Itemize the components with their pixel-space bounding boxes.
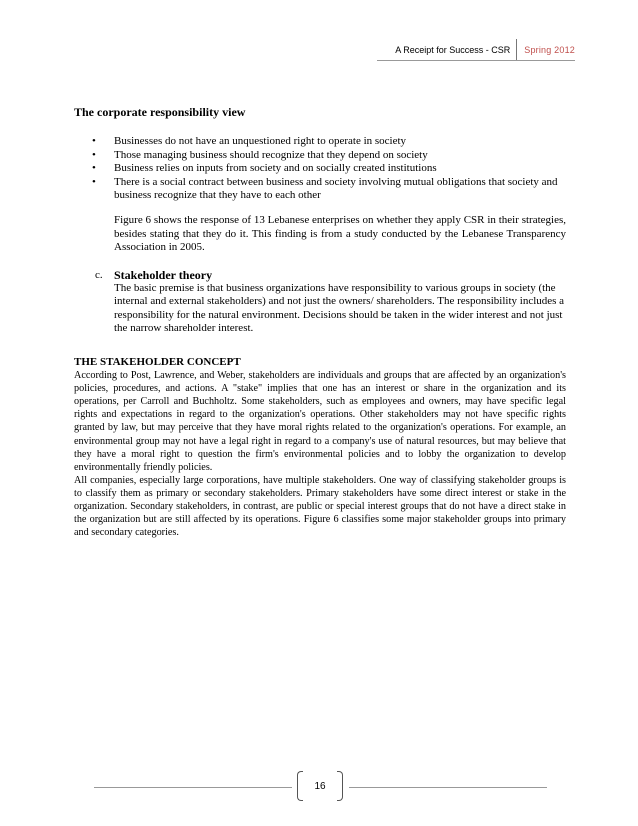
right-bracket-icon xyxy=(337,771,343,801)
list-marker: c. xyxy=(95,268,103,281)
left-bracket-icon xyxy=(297,771,303,801)
footer-rule-left xyxy=(94,787,292,788)
section-heading: The corporate responsibility view xyxy=(74,105,246,119)
concept-title: THE STAKEHOLDER CONCEPT xyxy=(74,355,241,368)
page-content xyxy=(74,106,566,539)
list-item: • Businesses do not have an unquestioned right to operate in society xyxy=(92,135,407,148)
concept-paragraph-1: According to Post, Lawrence, and Weber, stakeholders are individuals and groups that are affected by an organization's policies, procedures, and actions. A "stake" implies that one has an interest or share in the organization and its operations, per Carroll and Buchholtz. Some stakeholders, such as employees and owners, may have specific legal rights and expectations in regard to the organization's operations. Other stakeholders may not have specific rights granted by law, but may perceive that they have moral rights related to the organization's operations. For example, an environmental group may not have a legal right in regard to a company's use of natural resources, but may believe that they have a moral right to question the firm's environmental policies and to lobby the organization to develop environmentally friendly policies. xyxy=(74,370,566,473)
header-rule xyxy=(377,60,575,61)
bullet-icon: • xyxy=(92,162,96,175)
concept-body xyxy=(74,369,566,539)
header-season: Spring 2012 xyxy=(524,45,575,55)
stakeholder-theory-body: The basic premise is that business organizations have responsibility to various groups in society (the internal and external stakeholders) and not just the owners/ shareholders. The responsibility includes a responsibility for the natural environment. Decisions should be taken in the wider interest and not just the narrow shareholder interest. xyxy=(114,282,565,335)
stakeholder-theory-title: Stakeholder theory xyxy=(114,267,213,282)
list-item: • Those managing business should recognize that they depend on society xyxy=(92,148,428,161)
bullet-icon: • xyxy=(92,135,96,148)
concept-paragraph-2: All companies, especially large corporations, have multiple stakeholders. One way of classifying stakeholder groups is to classify them as primary or secondary stakeholders. Primary stakeholders have some direct interest or stake in the organization. Secondary stakeholders, in contrast, are public or special interest groups that do not have a direct stake in the organization but are still affected by its operations. Figure 6 classifies some major stakeholder groups into primary and secondary categories. xyxy=(74,474,566,539)
page-header xyxy=(395,41,575,59)
page-number: 16 xyxy=(314,780,326,792)
figure-paragraph: Figure 6 shows the response of 13 Lebanese enterprises on whether they apply CSR in their strategies, besides stating that they do it. This finding is from a study conducted by the Lebanese Transparency Association in 2005. xyxy=(114,214,566,254)
footer-rule-right xyxy=(349,787,547,788)
bullet-icon: • xyxy=(92,175,96,188)
bullet-list xyxy=(74,135,566,202)
page-number-box xyxy=(297,771,343,801)
list-item: • Business relies on inputs from society and on socially created institutions xyxy=(92,162,437,175)
header-separator xyxy=(516,39,517,61)
header-title: A Receipt for Success - CSR xyxy=(395,45,511,55)
bullet-icon: • xyxy=(92,148,96,161)
list-item: • There is a social contract between business and society involving mutual obligations that society and business recognize that they have to each other xyxy=(92,175,558,202)
stakeholder-theory-section xyxy=(74,269,566,336)
